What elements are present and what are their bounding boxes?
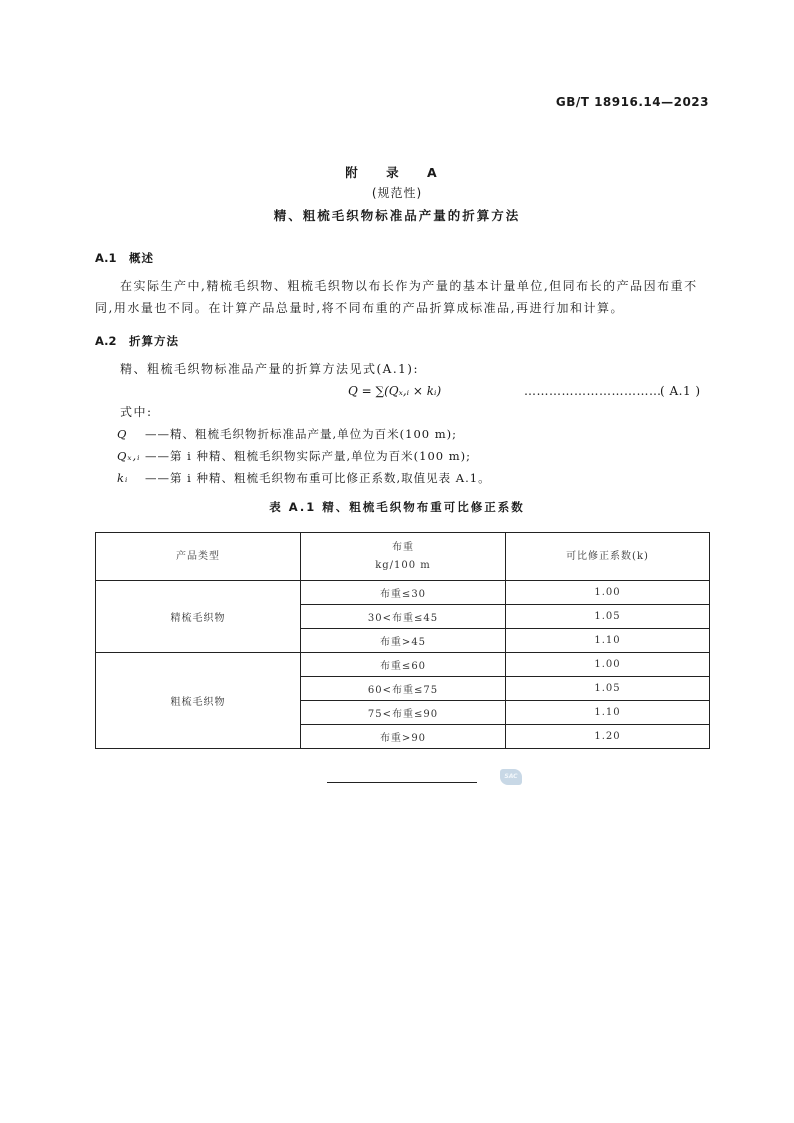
coefficient-cell: 1.20 xyxy=(506,725,710,749)
product-type-cell: 粗梳毛织物 xyxy=(96,653,301,749)
annex-subtitle: 精、粗梳毛织物标准品产量的折算方法 xyxy=(273,208,521,223)
coefficient-cell: 1.05 xyxy=(506,677,710,701)
coefficient-cell: 1.00 xyxy=(506,653,710,677)
end-rule xyxy=(327,782,477,783)
header-product-type: 产品类型 xyxy=(96,533,301,581)
header-weight-label: 布重 xyxy=(392,541,414,553)
definition-symbol: kᵢ xyxy=(117,471,129,485)
definition-list xyxy=(117,423,491,489)
weight-cell: 60<布重≤75 xyxy=(301,677,506,701)
coefficient-cell: 1.10 xyxy=(506,701,710,725)
equation-number: ( A.1 ) xyxy=(660,384,701,398)
table-row xyxy=(96,653,710,677)
section-title: 概述 xyxy=(129,251,154,265)
definition-item xyxy=(117,423,491,445)
weight-cell: 30<布重≤45 xyxy=(301,605,506,629)
section-heading-a2 xyxy=(95,333,179,349)
weight-cell: 布重≤30 xyxy=(301,581,506,605)
product-type-cell: 精梳毛织物 xyxy=(96,581,301,653)
annex-title: 附 录 A xyxy=(345,165,449,180)
section-a1-paragraph: 在实际生产中,精梳毛织物、粗梳毛织物以布长作为产量的基本计量单位,但同布长的产品因布重不同,用水量也不同。在计算产品总量时,将不同布重的产品折算成标准品,再进行加和计算。 xyxy=(95,279,698,315)
section-heading-a1 xyxy=(95,250,154,266)
coefficient-table xyxy=(95,532,710,749)
logo-text: SAC xyxy=(504,773,518,780)
formula: Q = ∑(Qₓ,ᵢ × kᵢ) xyxy=(348,384,442,398)
definition-item xyxy=(117,467,491,489)
definition-symbol: Q xyxy=(117,427,128,441)
table-header-row xyxy=(96,533,710,581)
standard-number: GB/T 18916.14—2023 xyxy=(555,95,709,109)
definition-text: ——精、粗梳毛织物折标准品产量,单位为百米(100 m); xyxy=(145,427,458,441)
formula-intro: 精、粗梳毛织物标准品产量的折算方法见式(A.1): xyxy=(120,362,420,376)
weight-cell: 布重≤60 xyxy=(301,653,506,677)
header-coefficient: 可比修正系数(k) xyxy=(506,533,710,581)
weight-cell: 布重>45 xyxy=(301,629,506,653)
definition-item xyxy=(117,445,491,467)
definition-symbol: Qₓ,ᵢ xyxy=(117,449,141,463)
section-title: 折算方法 xyxy=(129,334,179,348)
section-number: A.1 xyxy=(95,251,117,265)
header-weight xyxy=(301,533,506,581)
where-label: 式中: xyxy=(120,405,153,419)
section-number: A.2 xyxy=(95,334,117,348)
coefficient-cell: 1.00 xyxy=(506,581,710,605)
table-row xyxy=(96,581,710,605)
definition-text: ——第 i 种精、粗梳毛织物布重可比修正系数,取值见表 A.1。 xyxy=(145,471,491,485)
weight-cell: 布重>90 xyxy=(301,725,506,749)
header-weight-unit: kg/100 m xyxy=(375,559,431,571)
annex-type: (规范性) xyxy=(371,186,423,200)
equation-leader: …………………………… xyxy=(524,384,662,398)
coefficient-cell: 1.05 xyxy=(506,605,710,629)
weight-cell: 75<布重≤90 xyxy=(301,701,506,725)
coefficient-cell: 1.10 xyxy=(506,629,710,653)
definition-text: ——第 i 种精、粗梳毛织物实际产量,单位为百米(100 m); xyxy=(145,449,472,463)
sac-logo-icon xyxy=(500,769,522,785)
table-caption: 表 A.1 精、粗梳毛织物布重可比修正系数 xyxy=(269,500,525,514)
